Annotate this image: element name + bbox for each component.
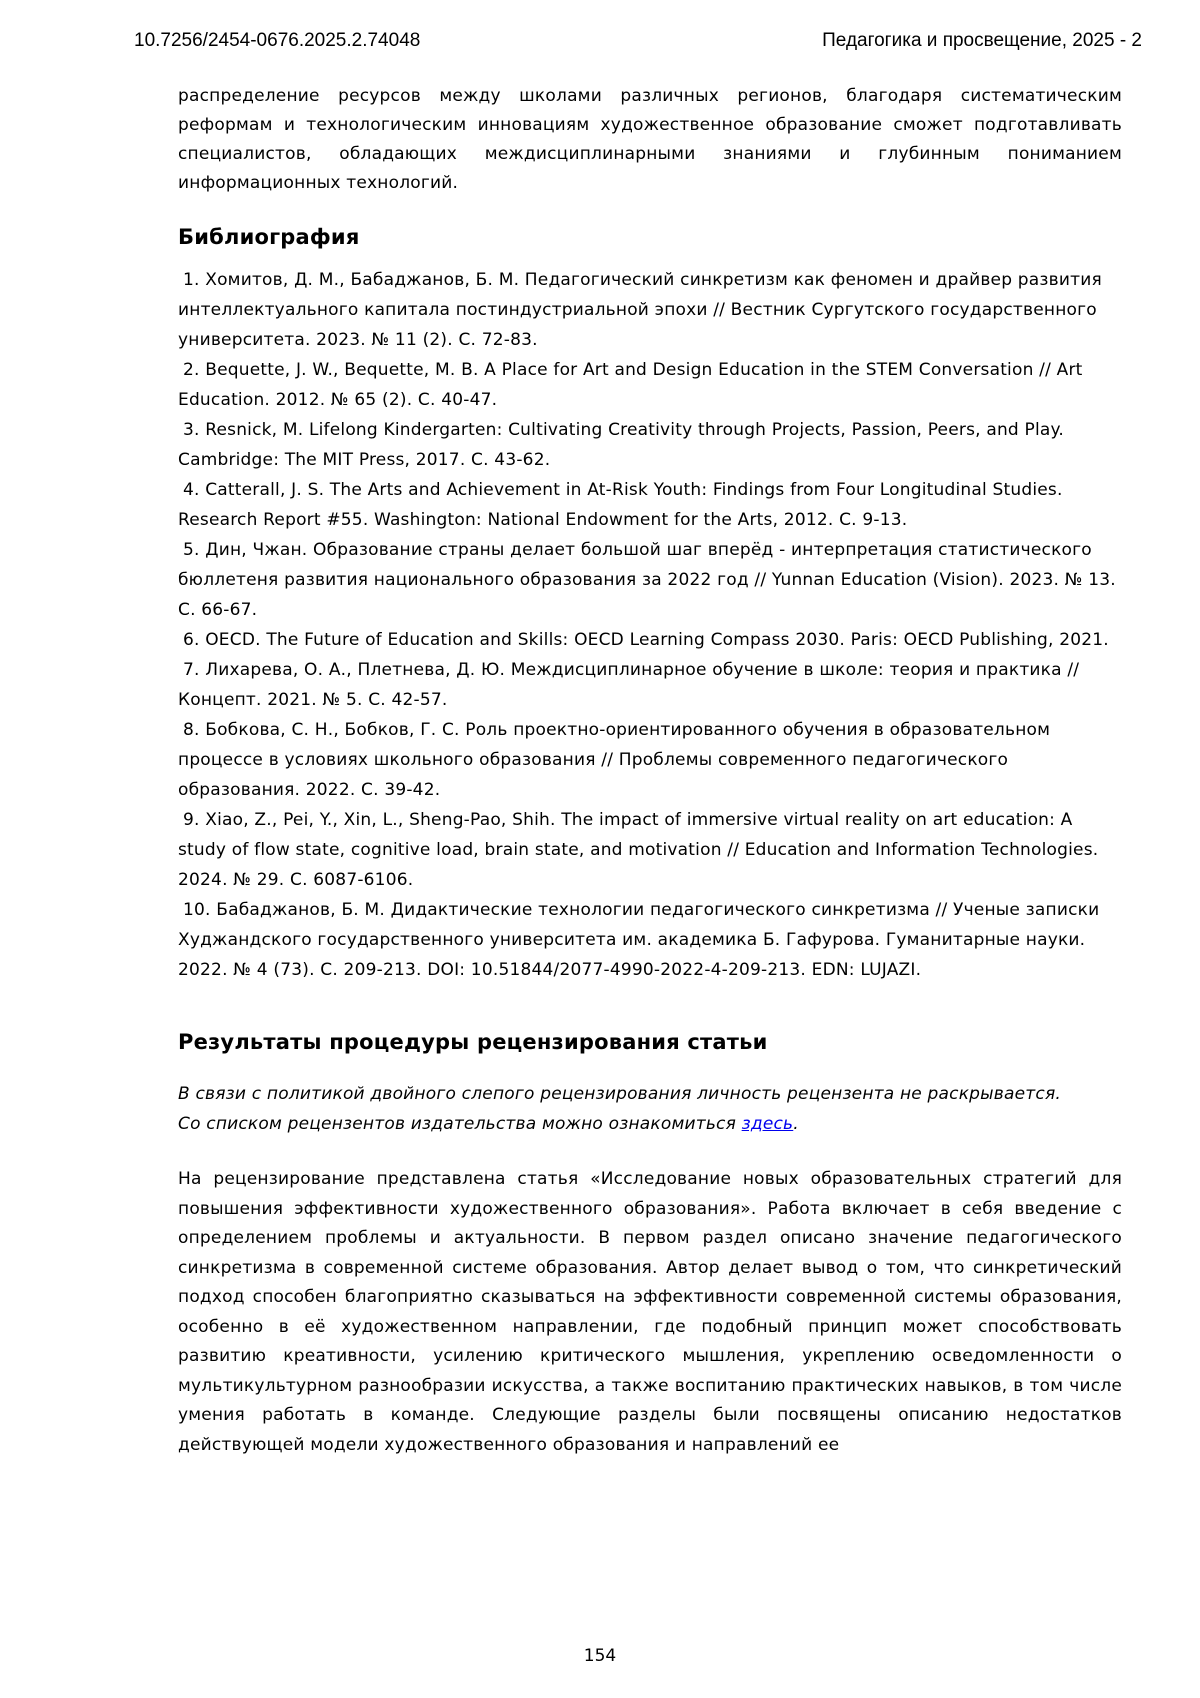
bibliography-entry: 3. Resnick, M. Lifelong Kindergarten: Cultivating Creativity through Projects, Passion, Peers, and Play. Cambridge: The MIT Press, 2017. С. 43-62.	[178, 420, 1064, 470]
journal-title-label: Педагогика и просвещение, 2025 - 2	[822, 30, 1142, 51]
reviewers-list-link[interactable]: здесь	[741, 1114, 794, 1134]
bibliography-entry: 6. OECD. The Future of Education and Skills: OECD Learning Compass 2030. Paris: OECD Publishing, 2021.	[183, 630, 1109, 650]
running-head	[0, 0, 1200, 52]
bibliography-entry: 9. Xiao, Z., Pei, Y., Xin, L., Sheng-Pao, Shih. The impact of immersive virtual reality on art education: A study of flow state, cognitive load, brain state, and motivation // Education and Information Technologies. 2024. № 29. С. 6087-6106.	[178, 810, 1099, 890]
reviewers-note-text: Со списком рецензентов издательства можно ознакомиться	[178, 1114, 742, 1134]
review-results-heading: Результаты процедуры рецензирования статьи	[178, 1030, 768, 1054]
bibliography-entry: 1. Хомитов, Д. М., Бабаджанов, Б. М. Педагогический синкретизм как феномен и драйвер развития интеллектуального капитала постиндустриальной эпохи // Вестник Сургутского государственного университета. 2023. № 11 (2). С. 72-83.	[178, 270, 1102, 350]
article-body	[178, 82, 1122, 1460]
bibliography-list	[178, 265, 1122, 985]
doi-label: 10.7256/2454-0676.2025.2.74048	[134, 30, 421, 51]
review-summary-paragraph: На рецензирование представлена статья «Исследование новых образовательных стратегий для повышения эффективности художественного образования». Работа включает в себя введение с определением проблемы и актуальности. В первом раздел описано значение педагогического синкретизма в современной системе образования. Автор делает вывод о том, что синкретический подход способен благоприятно сказываться на эффективности современной системы образования, особенно в её художественном направлении, где подобный принцип может способствовать развитию креативности, усилению критического мышления, укреплению осведомленности о мультикультурном разнообразии искусства, а также воспитанию практических навыков, в том числе умения работать в команде. Следующие разделы были посвящены описанию недостатков действующей модели художественного образования и направлений ее	[178, 1169, 1122, 1455]
page-number: 154	[583, 1646, 617, 1666]
double-blind-note: В связи с политикой двойного слепого рецензирования личность рецензента не раскрывается.	[178, 1084, 1061, 1104]
conclusion-paragraph: распределение ресурсов между школами различных регионов, благодаря систематическим реформам и технологическим инновациям художественное образование сможет подготавливать специалистов, обладающих междисциплинарными знаниями и глубинным пониманием информационных технологий.	[178, 86, 1122, 193]
reviewers-note-period: .	[793, 1114, 799, 1134]
bibliography-entry: 2. Bequette, J. W., Bequette, M. B. A Place for Art and Design Education in the STEM Conversation // Art Education. 2012. № 65 (2). С. 40-47.	[178, 360, 1083, 410]
bibliography-entry: 4. Catterall, J. S. The Arts and Achievement in At-Risk Youth: Findings from Four Longitudinal Studies. Research Report #55. Washington: National Endowment for the Arts, 2012. С. 9-13.	[178, 480, 1063, 530]
bibliography-heading: Библиография	[178, 225, 360, 249]
review-disclaimer	[178, 1079, 1122, 1139]
bibliography-entry: 8. Бобкова, С. Н., Бобков, Г. С. Роль проектно-ориентированного обучения в образовательном процессе в условиях школьного образования // Проблемы современного педагогического образования. 2022. С. 39-42.	[178, 720, 1051, 800]
bibliography-entry: 5. Дин, Чжан. Образование страны делает большой шаг вперёд - интерпретация статистического бюллетеня развития национального образования за 2022 год // Yunnan Education (Vision). 2023. № 13. С. 66-67.	[178, 540, 1116, 620]
bibliography-entry: 10. Бабаджанов, Б. М. Дидактические технологии педагогического синкретизма // Ученые записки Худжандского государственного университета им. академика Б. Гафурова. Гуманитарные науки. 2022. № 4 (73). С. 209-213. DOI: 10.51844/2077-4990-2022-4-209-213. EDN: LUJAZI.	[178, 900, 1100, 980]
page-footer	[0, 1646, 1200, 1666]
reviewers-list-note	[178, 1109, 1122, 1139]
bibliography-entry: 7. Лихарева, О. А., Плетнева, Д. Ю. Междисциплинарное обучение в школе: теория и практика // Концепт. 2021. № 5. С. 42-57.	[178, 660, 1080, 710]
